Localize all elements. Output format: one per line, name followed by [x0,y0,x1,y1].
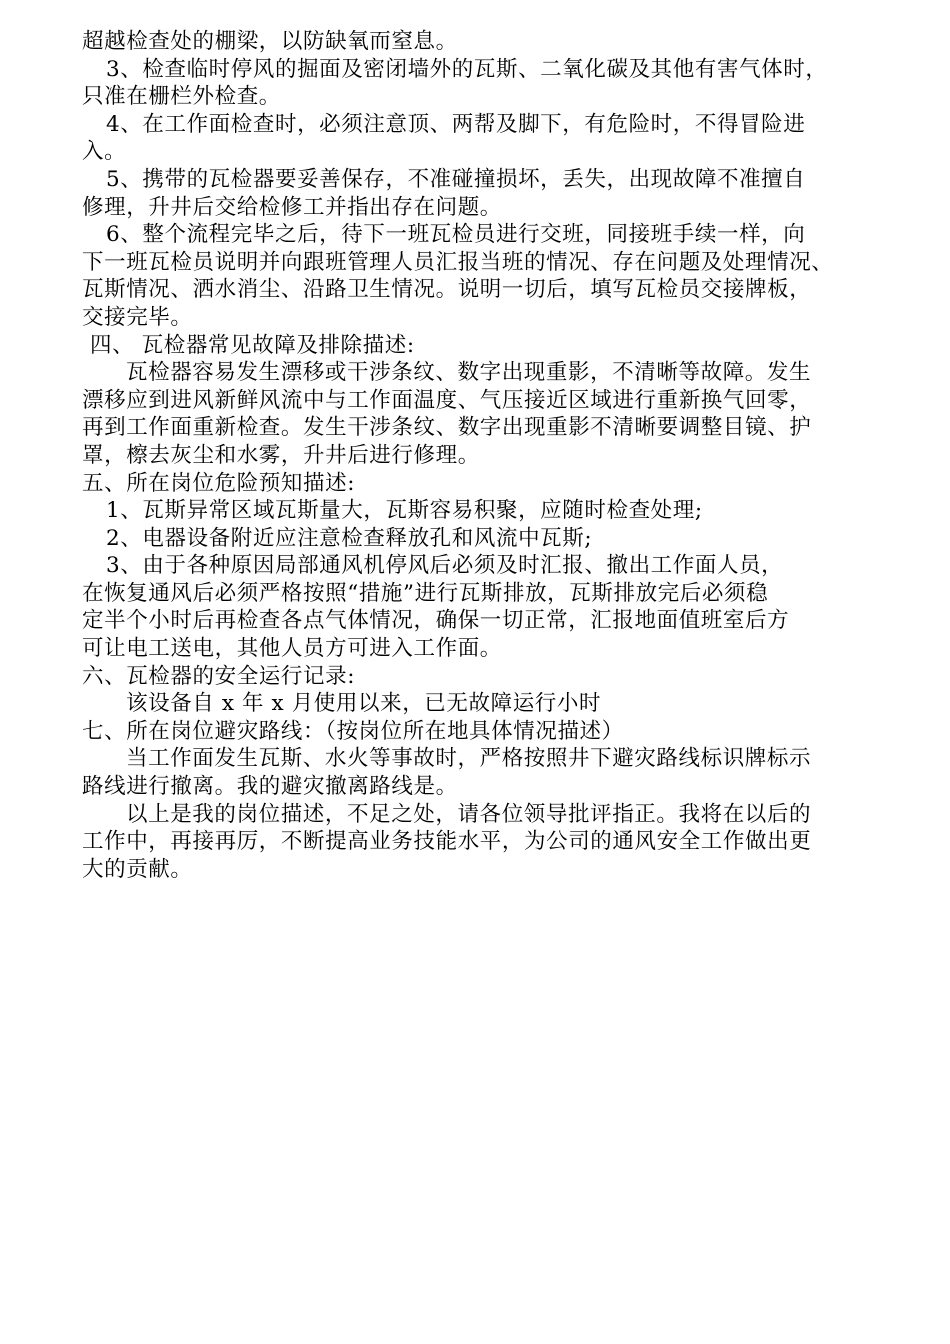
section-heading-6: 六、瓦检器的安全运行记录: [82,663,356,689]
text-line: 下一班瓦检员说明并向跟班管理人员汇报当班的情况、存在问题及处理情况、 [82,249,834,275]
text-line: 罩，檫去灰尘和水雾，升井后进行修理。 [82,442,480,468]
text-line: 定半个小时后再检查各点气体情况，确保一切正常，汇报地面值班室后方 [82,608,790,634]
list-item-2: 2、电器设备附近应注意检查释放孔和风流中瓦斯; [106,525,593,551]
text-line: 交接完毕。 [82,304,193,330]
text-line: 只准在栅栏外检查。 [82,84,281,110]
text-line: 超越检查处的棚梁，以防缺氧而窒息。 [82,29,458,54]
text-line: 再到工作面重新检查。发生干涉条纹、数字出现重影不清晰要调整目镜、护 [82,415,812,441]
text-line: 漂移应到进风新鲜风流中与工作面温度、气压接近区域进行重新换气回零， [82,387,812,413]
list-item-4: 4、在工作面检查时，必须注意顶、两帮及脚下，有危险时，不得冒险进 [106,111,806,137]
section-heading-4: 四、 瓦检器常见故障及排除描述: [90,332,415,358]
text-line: 大的贡献。 [82,856,193,882]
text-line: 工作中，再接再厉，不断提高业务技能水平，为公司的通风安全工作做出更 [82,829,812,855]
text-line: 入。 [82,139,127,165]
text-line: 修理，升井后交给检修工并指出存在问题。 [82,194,502,220]
paragraph-start: 该设备自 x 年 x 月使用以来，已无故障运行小时 [126,691,602,717]
list-item-5: 5、携带的瓦检器要妥善保存，不准碰撞损坏，丢失，出现故障不准擅自 [106,166,806,192]
text-line: 可让电工送电，其他人员方可进入工作面。 [82,636,502,662]
list-item-1: 1、瓦斯异常区域瓦斯量大，瓦斯容易积聚，应随时检查处理; [106,498,703,524]
list-item-3: 3、由于各种原因局部通风机停风后必须及时汇报、撤出工作面人员， [106,553,784,579]
paragraph-start: 以上是我的岗位描述，不足之处，请各位领导批评指正。我将在以后的 [126,801,812,827]
paragraph-start: 瓦检器容易发生漂移或干涉条纹、数字出现重影，不清晰等故障。发生 [126,360,812,386]
text-line: 路线进行撤离。我的避灾撤离路线是。 [82,774,458,800]
paragraph-start: 当工作面发生瓦斯、水火等事故时，严格按照井下避灾路线标识牌标示 [126,746,812,772]
list-item-6: 6、整个流程完毕之后，待下一班瓦检员进行交班，同接班手续一样，向 [106,222,806,248]
document-body [82,28,882,883]
text-line: 瓦斯情况、洒水消尘、沿路卫生情况。说明一切后，填写瓦检员交接牌板， [82,277,812,303]
list-item-3: 3、检查临时停风的掘面及密闭墙外的瓦斯、二氧化碳及其他有害气体时， [106,56,828,82]
text-line: 在恢复通风后必须严格按照“措施”进行瓦斯排放，瓦斯排放完后必须稳 [82,580,769,606]
section-heading-5: 五、所在岗位危险预知描述: [82,470,356,496]
section-heading-7: 七、所在岗位避灾路线：（按岗位所在地具体情况描述） [82,718,624,744]
